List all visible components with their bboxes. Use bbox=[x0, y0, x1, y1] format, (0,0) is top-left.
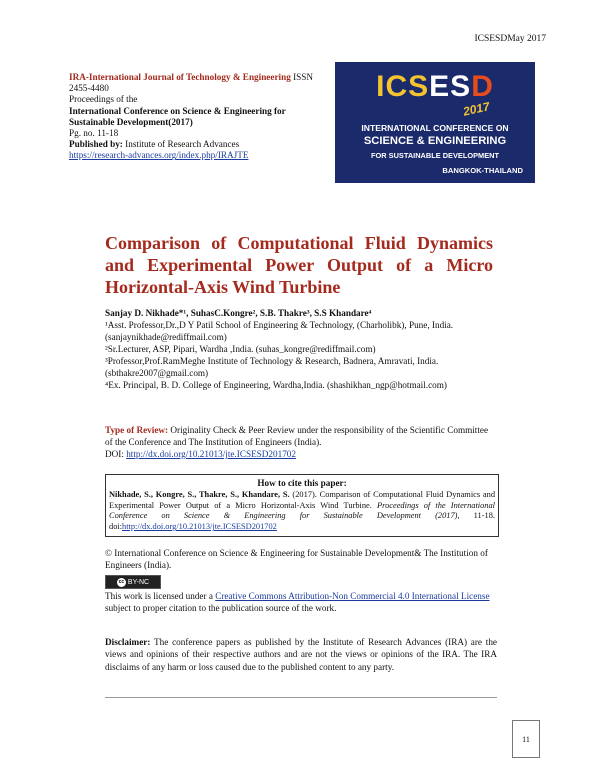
journal-info bbox=[69, 72, 329, 162]
license-before: This work is licensed under a bbox=[105, 591, 216, 601]
review-block bbox=[105, 424, 497, 460]
logo-line-1: INTERNATIONAL CONFERENCE ON bbox=[361, 123, 509, 133]
paper-title: Comparison of Computational Fluid Dynamics and Experimental Power Output of a Micro Horizontal-Axis Wind Turbine bbox=[105, 233, 493, 297]
journal-name: IRA-International Journal of Technology & Engineering bbox=[69, 72, 291, 82]
license-after: subject to proper citation to the publication source of the work. bbox=[105, 603, 337, 613]
cc-badge-label: BY-NC bbox=[127, 578, 150, 586]
citation-pages: , 11-18. doi: bbox=[109, 511, 495, 532]
review-text: Originality Check & Peer Review under the responsibility of the Scientific Committee of the Conference and The Institution of Engineers (India). bbox=[105, 425, 489, 447]
running-head: ICSESDMay 2017 bbox=[474, 34, 546, 44]
citation-rest: (2017). Comparison of Computational Fluid Dynamics and Experimental Power Output of a Micro Horizontal-Axis Wind Turbine. bbox=[109, 489, 496, 510]
logo-line-3: FOR SUSTAINABLE DEVELOPMENT bbox=[371, 151, 499, 160]
logo-line-4: BANGKOK-THAILAND bbox=[442, 166, 523, 175]
conference-name: International Conference on Science & Engineering for Sustainable Development(2017) bbox=[69, 105, 286, 127]
disclaimer bbox=[105, 636, 497, 673]
published-by-label: Published by: bbox=[69, 139, 123, 150]
license-text bbox=[105, 590, 497, 614]
license-link[interactable]: Creative Commons Attribution-Non Commercial 4.0 International License bbox=[215, 591, 490, 601]
affiliation-1: ¹Asst. Professor,Dr.,D Y Patil School of Engineering & Technology, (Charholibk), Pune, India. (sanjaynikhade@rediffmail.com) bbox=[105, 320, 454, 342]
publisher: Institute of Research Advances bbox=[125, 139, 240, 150]
disclaimer-label: Disclaimer: bbox=[105, 637, 151, 647]
cc-license-badge[interactable] bbox=[105, 575, 161, 589]
proceedings-of: Proceedings of the bbox=[69, 94, 138, 105]
citation-doi-link[interactable]: http://dx.doi.org/10.21013/jte.ICSESD201702 bbox=[122, 522, 277, 532]
page-number: 11 bbox=[522, 735, 530, 744]
doi-link[interactable]: http://dx.doi.org/10.21013/jte.ICSESD201702 bbox=[126, 449, 296, 459]
authors-block bbox=[105, 307, 497, 391]
logo-line-2: SCIENCE & ENGINEERING bbox=[363, 135, 507, 147]
doi-label: DOI: bbox=[105, 449, 124, 459]
affiliation-3: ³Professor,Prof.RamMeghe Institute of Technology & Research, Badnera, Amravati, India.(sbthakre2007@gmail.com) bbox=[105, 356, 439, 378]
logo-year: 2017 bbox=[461, 99, 491, 119]
affiliation-2: ²Sr.Lecturer, ASP, Pipari, Wardha ,India. (suhas_kongre@rediffmail.com) bbox=[105, 344, 376, 354]
journal-url-link[interactable]: https://research-advances.org/index.php/IRAJTE bbox=[69, 150, 249, 161]
cc-icon: cc bbox=[118, 578, 125, 585]
disclaimer-text: The conference papers as published by the Institute of Research Advances (IRA) are the views and opinions of their respective authors and are not the views or opinions of the IRA. The IRA disclaims of any harm or loss caused due to the published content to any party. bbox=[105, 637, 498, 672]
citation-body bbox=[106, 489, 498, 533]
page-number-box bbox=[512, 720, 540, 758]
citation-authors: Nikhade, S., Kongre, S., Thakre, S., Khandare, S. bbox=[109, 489, 290, 499]
citation-heading: How to cite this paper: bbox=[257, 478, 347, 488]
conference-logo bbox=[335, 62, 535, 183]
affiliation-4: ⁴Ex. Principal, B. D. College of Engineering, Wardha,India. (shashikhan_ngp@hotmail.com) bbox=[105, 380, 447, 390]
author-names: Sanjay D. Nikhade*¹, SuhasC.Kongre², S.B. Thakre³, S.S Khandare⁴ bbox=[105, 308, 372, 318]
journal-issn: ISSN 2455-4480 bbox=[69, 72, 314, 94]
journal-pages: Pg. no. 11-18 bbox=[69, 128, 119, 139]
divider bbox=[105, 697, 497, 698]
citation-box bbox=[105, 474, 499, 537]
review-label: Type of Review: bbox=[105, 425, 169, 435]
copyright-notice: © International Conference on Science & Engineering for Sustainable Development& The Institution of Engineers (India). bbox=[105, 548, 488, 570]
logo-brand: ICSESD bbox=[376, 70, 494, 103]
citation-venue: Proceedings of the International Conference on Science & Engineering for Sustainable Development (2017) bbox=[109, 500, 495, 521]
